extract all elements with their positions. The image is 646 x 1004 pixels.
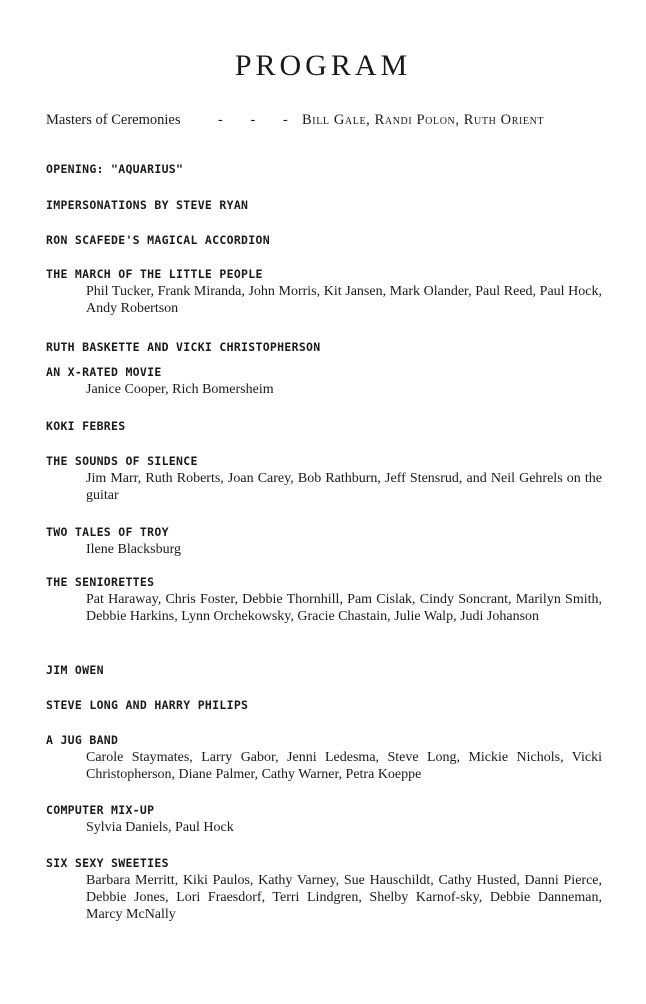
page-title: PROGRAM [234, 49, 412, 82]
act-performers: Pat Haraway, Chris Foster, Debbie Thornhill, Pam Cislak, Cindy Soncrant, Marilyn Smith, Debbie Harkins, Lynn Orchekowsky, Gracie Chastain, Julie Walp, Judi Johanson [86, 592, 602, 624]
act-performers: Janice Cooper, Rich Bomersheim [86, 382, 274, 397]
act-item [46, 697, 602, 713]
act-performers: Barbara Merritt, Kiki Paulos, Kathy Varney, Sue Hauschildt, Cathy Husted, Danni Pierce, Debbie Jones, Lori Fraesdorf, Terri Lindgren, Shelby Karnof-sky, Debbie Danneman, Marcy McNally [86, 873, 602, 922]
act-title: KOKI FEBRES [46, 419, 126, 433]
act-item [46, 662, 602, 678]
act-performers: Sylvia Daniels, Paul Hock [86, 820, 234, 835]
masters-of-ceremonies-names: Bill Gale, Randi Polon, Ruth Orient [302, 112, 545, 128]
act-item [46, 232, 602, 248]
act-title: STEVE LONG AND HARRY PHILIPS [46, 698, 249, 712]
act-performers: Phil Tucker, Frank Miranda, John Morris, Kit Jansen, Mark Olander, Paul Reed, Paul Hock, Andy Robertson [86, 284, 602, 316]
act-item [46, 197, 602, 213]
act-title: JIM OWEN [46, 663, 104, 677]
masters-of-ceremonies-row [46, 112, 606, 129]
act-item [46, 855, 602, 923]
act-item [46, 418, 602, 434]
act-item [46, 524, 602, 558]
act-title: AN X-RATED MOVIE [46, 365, 162, 379]
act-item [46, 161, 602, 177]
act-item [46, 339, 602, 355]
act-performers: Jim Marr, Ruth Roberts, Joan Carey, Bob Rathburn, Jeff Stensrud, and Neil Gehrels on the guitar [86, 471, 602, 503]
act-item [46, 732, 602, 783]
act-title: OPENING: "AQUARIUS" [46, 162, 184, 176]
masters-of-ceremonies-label: Masters of Ceremonies [46, 112, 181, 128]
act-performers: Ilene Blacksburg [86, 542, 181, 557]
act-title: TWO TALES OF TROY [46, 525, 169, 539]
act-title: RUTH BASKETTE AND VICKI CHRISTOPHERSON [46, 340, 321, 354]
act-performers: Carole Staymates, Larry Gabor, Jenni Ledesma, Steve Long, Mickie Nichols, Vicki Christopherson, Diane Palmer, Cathy Warner, Petra Koeppe [86, 750, 602, 782]
act-title: THE SENIORETTES [46, 575, 155, 589]
act-title: THE MARCH OF THE LITTLE PEOPLE [46, 267, 263, 281]
act-item [46, 802, 602, 836]
act-title: SIX SEXY SWEETIES [46, 856, 169, 870]
act-item [46, 574, 602, 625]
act-title: RON SCAFEDE'S MAGICAL ACCORDION [46, 233, 270, 247]
dash-separator: - - - [218, 112, 300, 128]
act-item [46, 266, 602, 317]
act-title: A JUG BAND [46, 733, 119, 747]
act-title: THE SOUNDS OF SILENCE [46, 454, 198, 468]
act-item [46, 453, 602, 504]
act-title: COMPUTER MIX-UP [46, 803, 155, 817]
act-title: IMPERSONATIONS BY STEVE RYAN [46, 198, 249, 212]
act-item [46, 364, 602, 398]
